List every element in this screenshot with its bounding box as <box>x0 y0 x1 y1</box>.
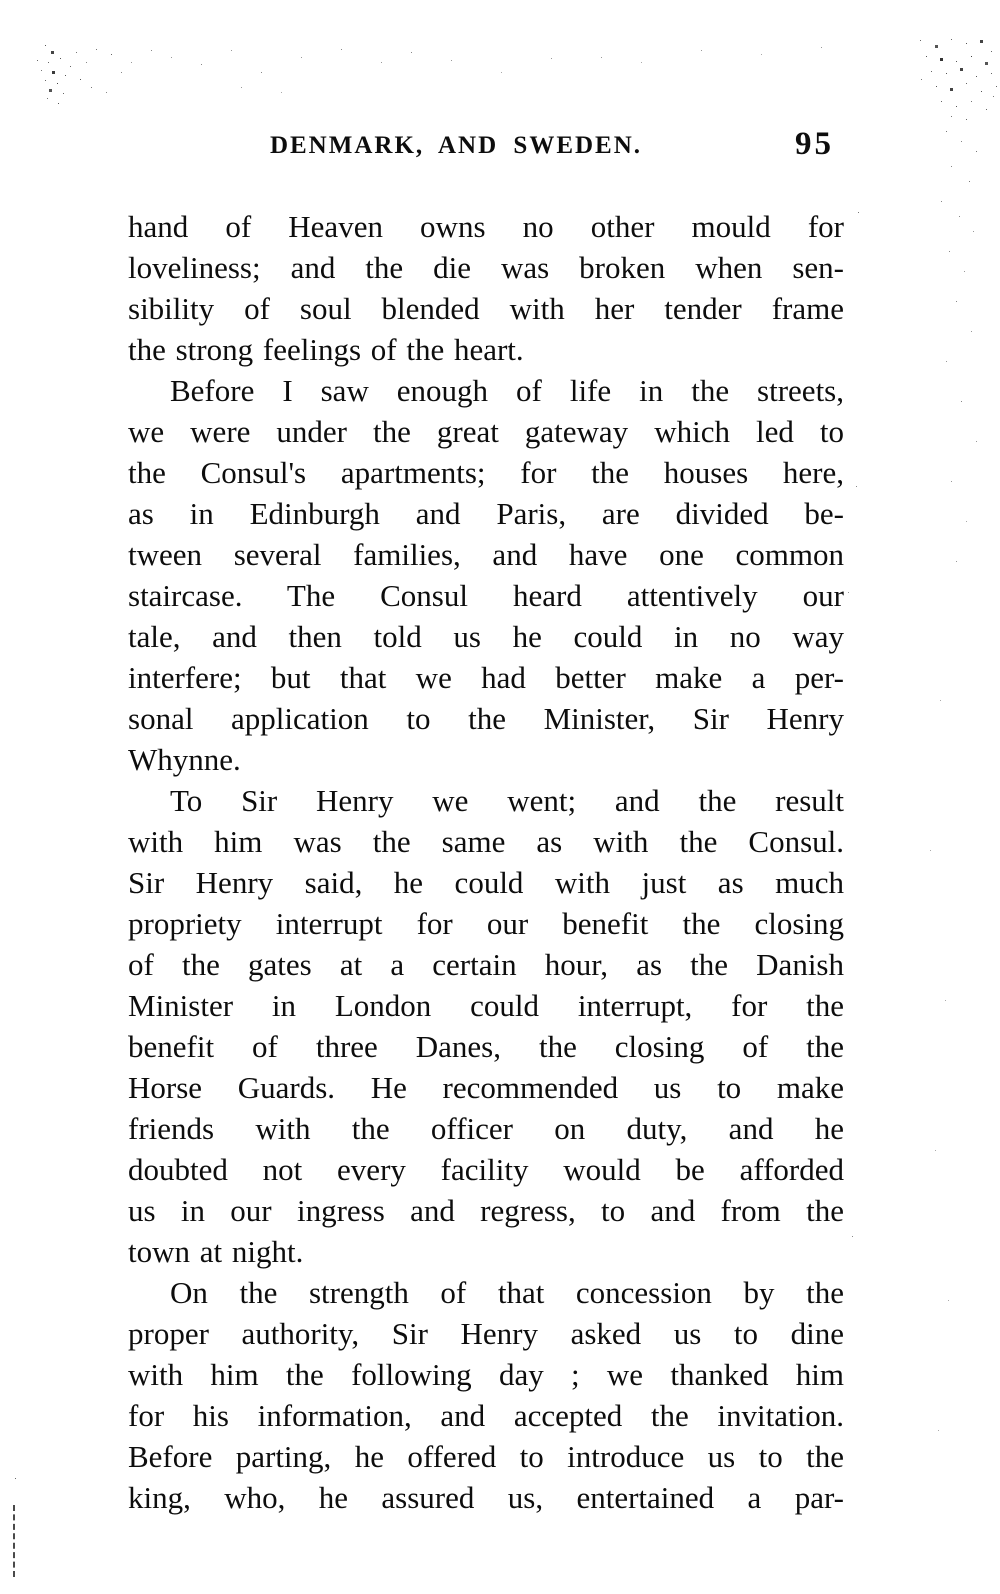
text-line: proper authority, Sir Henry asked us to dine <box>128 1316 844 1351</box>
text-line: Sir Henry said, he could with just as much <box>128 865 844 900</box>
text-line: with him the following day ; we thanked him <box>128 1357 844 1392</box>
text-line: the strong feelings of the heart. <box>128 332 524 367</box>
page-number: 95 <box>795 126 834 162</box>
page-body <box>128 206 844 1518</box>
scan-edge-mark-bottom-left <box>13 1505 15 1577</box>
scan-speckles-top-left <box>0 0 1 1</box>
text-line: staircase. The Consul heard attentively our <box>128 578 844 613</box>
text-line: Horse Guards. He recommended us to make <box>128 1070 844 1105</box>
text-line: king, who, he assured us, entertained a par- <box>128 1480 844 1515</box>
text-line: benefit of three Danes, the closing of the <box>128 1029 844 1064</box>
text-line: On the strength of that concession by the <box>170 1275 844 1310</box>
paragraph <box>128 370 844 780</box>
text-line: Minister in London could interrupt, for the <box>128 988 844 1023</box>
text-line: sibility of soul blended with her tender frame <box>128 291 844 326</box>
running-header <box>128 126 844 166</box>
text-column <box>128 126 844 1518</box>
paragraph <box>128 1272 844 1518</box>
text-line: loveliness; and the die was broken when sen- <box>128 250 844 285</box>
running-header-title: DENMARK, AND SWEDEN. <box>269 132 643 159</box>
text-line: Whynne. <box>128 742 241 777</box>
paragraph <box>128 206 844 370</box>
text-line: tale, and then told us he could in no way <box>128 619 844 654</box>
text-line: Before parting, he offered to introduce us to the <box>128 1439 844 1474</box>
text-line: us in our ingress and regress, to and from the <box>128 1193 844 1228</box>
scan-speckles-top-right <box>0 0 1 1</box>
text-line: the Consul's apartments; for the houses here, <box>128 455 844 490</box>
text-line: To Sir Henry we went; and the result <box>170 783 844 818</box>
paragraph <box>128 780 844 1272</box>
text-line: hand of Heaven owns no other mould for <box>128 209 844 244</box>
text-line: as in Edinburgh and Paris, are divided be- <box>128 496 844 531</box>
text-line: interfere; but that we had better make a per- <box>128 660 844 695</box>
text-line: of the gates at a certain hour, as the Danish <box>128 947 844 982</box>
text-line: sonal application to the Minister, Sir Henry <box>128 701 844 736</box>
text-line: town at night. <box>128 1234 304 1269</box>
text-line: tween several families, and have one common <box>128 537 844 572</box>
text-line: friends with the officer on duty, and he <box>128 1111 844 1146</box>
text-line: propriety interrupt for our benefit the closing <box>128 906 844 941</box>
text-line: doubted not every facility would be afforded <box>128 1152 844 1187</box>
text-line: for his information, and accepted the invitation. <box>128 1398 844 1433</box>
text-line: we were under the great gateway which led to <box>128 414 844 449</box>
text-line: with him was the same as with the Consul. <box>128 824 844 859</box>
text-line: Before I saw enough of life in the streets, <box>170 373 844 408</box>
